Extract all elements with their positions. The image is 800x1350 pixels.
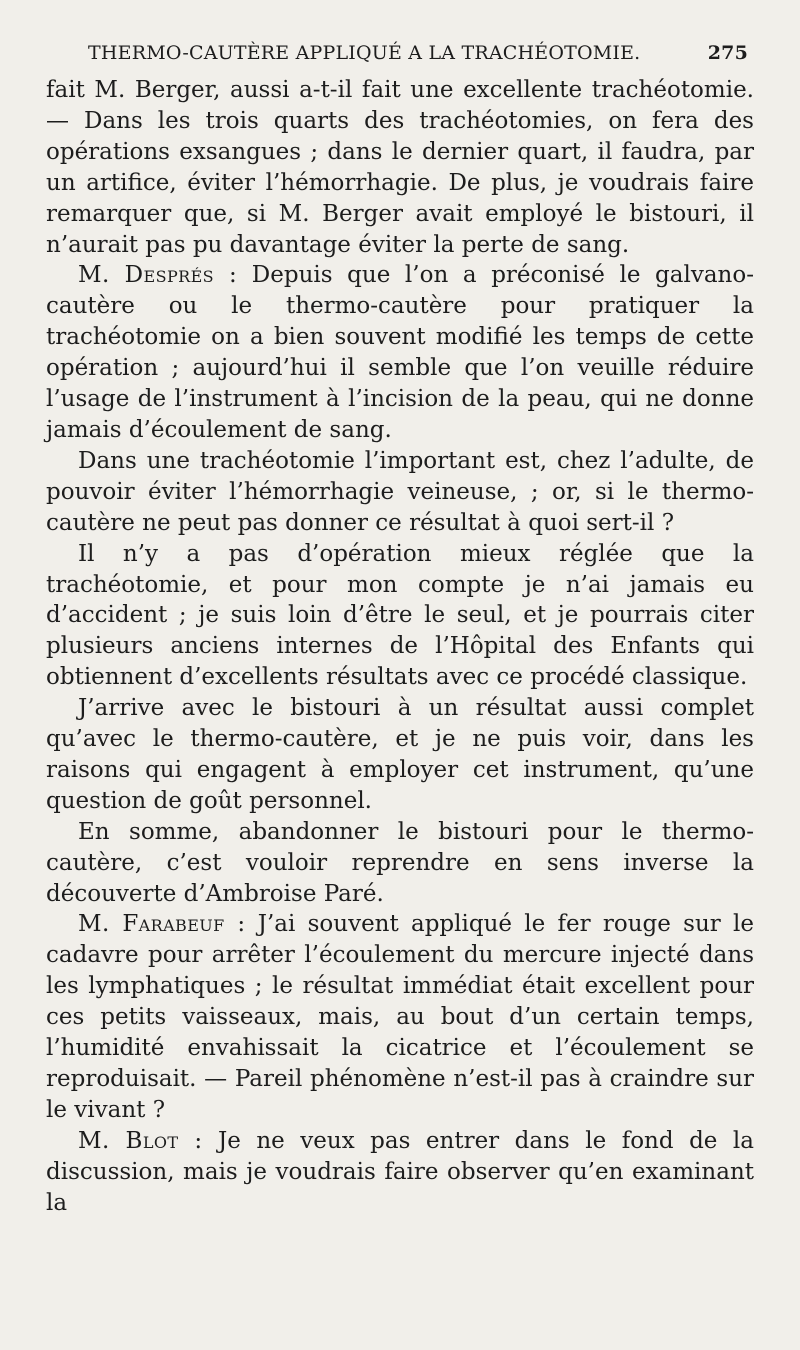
paragraph-text: En somme, abandonner le bistouri pour le thermo-cautère, c’est vouloir reprendre en sens inverse la découverte d’Ambroise Paré. (46, 818, 754, 907)
paragraph-text: Je ne veux pas entrer dans le fond de la discussion, mais je voudrais faire observer qu’en examinant la (46, 1127, 754, 1216)
paragraph-text: fait M. Berger, aussi a-t-il fait une excellente trachéotomie. — Dans les trois quarts des trachéotomies, on fera des opérations exsangues ; dans le dernier quart, il faudra, par un artifice, éviter l’hémorrhagie. De plus, je voudrais faire remarquer que, si M. Berger avait employé le bistouri, il n’aurait pas pu davantage éviter la perte de sang. (46, 77, 754, 258)
speaker-name: M. Farabeuf : (78, 911, 246, 938)
speaker-name: M. Blot : (78, 1127, 203, 1154)
page-number: 275 (707, 42, 748, 64)
paragraph-text: J’arrive avec le bistouri à un résultat aussi complet qu’avec le thermo-cautère, et je ne puis voir, dans les raisons qui engagent à employer cet instrument, qu’une question de goût personnel. (46, 695, 754, 814)
paragraph (46, 446, 754, 539)
paragraph-blot (46, 1126, 754, 1219)
paragraph-despres (46, 260, 754, 445)
paragraph (46, 693, 754, 817)
paragraph-text: Depuis que l’on a préconisé le galvano-cautère ou le thermo-cautère pour pratiquer la trachéotomie on a bien souvent modifié les temps de cette opération ; aujourd’hui il semble que l’on veuille réduire l’usage de l’instrument à l’incision de la peau, qui ne donne jamais d’écoulement de sang. (46, 262, 754, 443)
paragraph-continuation (46, 75, 754, 260)
paragraph (46, 817, 754, 910)
speaker-name: M. Després : (78, 262, 238, 289)
paragraph (46, 539, 754, 694)
paragraph-text: Dans une trachéotomie l’important est, chez l’adulte, de pouvoir éviter l’hémorrhagie veineuse, ; or, si le thermo-cautère ne peut pas donner ce résultat à quoi sert-il ? (46, 447, 754, 536)
paragraph-farabeuf (46, 909, 754, 1125)
paragraph-text: J’ai souvent appliqué le fer rouge sur le cadavre pour arrêter l’écoulement du mercure injecté dans les lymphatiques ; le résultat immédiat était excellent pour ces petits vaisseaux, mais, au bout d’un certain temps, l’humidité envahissait la cicatrice et l’écoulement se reproduisait. — Pareil phénomène n’est-il pas à craindre sur le vivant ? (46, 911, 754, 1123)
running-header (88, 36, 748, 70)
paragraph-text: Il n’y a pas d’opération mieux réglée que la trachéotomie, et pour mon compte je n’ai jamais eu d’accident ; je suis loin d’être le seul, et je pourrais citer plusieurs anciens internes de l’Hôpital des Enfants qui obtiennent d’excellents résultats avec ce procédé classique. (46, 540, 754, 691)
page-body (46, 75, 754, 1219)
running-title: THERMO-CAUTÈRE APPLIQUÉ A LA TRACHÉOTOMIE. (88, 42, 641, 64)
